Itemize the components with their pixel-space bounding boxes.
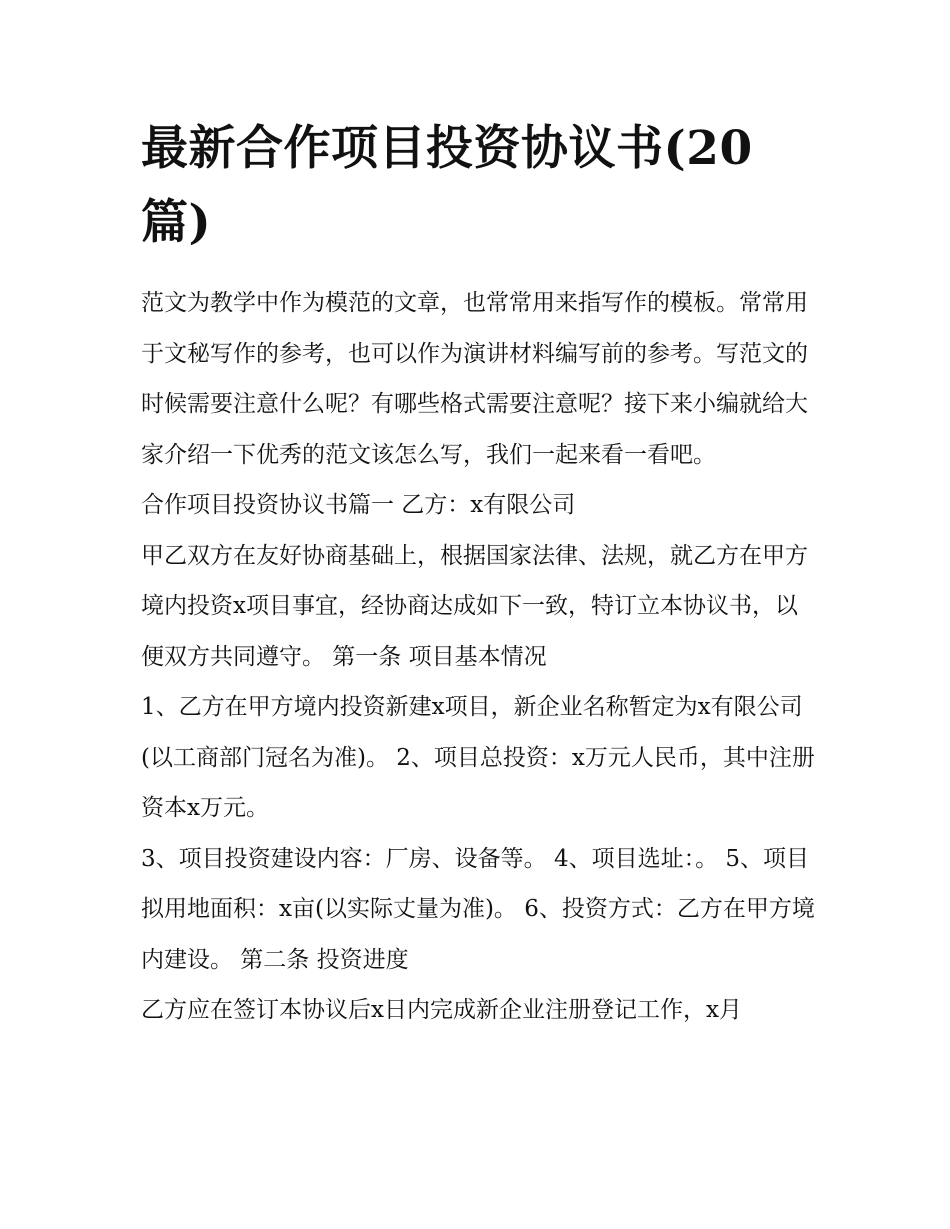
document-body bbox=[141, 112, 816, 1036]
document-title: 最新合作项目投资协议书(20篇) bbox=[141, 121, 753, 250]
clause-paragraph: 乙方应在签订本协议后x日内完成新企业注册登记工作，x月 bbox=[141, 997, 742, 1023]
preamble-paragraph: 甲乙双方在友好协商基础上，根据国家法律、法规，就乙方在甲方境内投资x项目事宜，经协商达成如下一致，特订立本协议书，以便双方共同遵守。 第一条 项目基本情况 bbox=[141, 542, 808, 670]
agreement-heading-paragraph: 合作项目投资协议书篇一 乙方：x有限公司 bbox=[141, 492, 576, 518]
intro-paragraph: 范文为教学中作为模范的文章，也常常用来指写作的模板。常常用于文秘写作的参考，也可以作为演讲材料编写前的参考。写范文的时候需要注意什么呢？有哪些格式需要注意呢？接下来小编就给大家介绍一下优秀的范文该怎么写，我们一起来看一看吧。 bbox=[141, 290, 808, 468]
clause-paragraph: 3、项目投资建设内容：厂房、设备等。 4、项目选址：。 5、项目拟用地面积：x亩(以实际丈量为准)。 6、投资方式：乙方在甲方境内建设。 第二条 投资进度 bbox=[141, 845, 815, 973]
clause-paragraph: 1、乙方在甲方境内投资新建x项目，新企业名称暂定为x有限公司(以工商部门冠名为准)。 2、项目总投资：x万元人民币，其中注册资本x万元。 bbox=[141, 694, 815, 821]
